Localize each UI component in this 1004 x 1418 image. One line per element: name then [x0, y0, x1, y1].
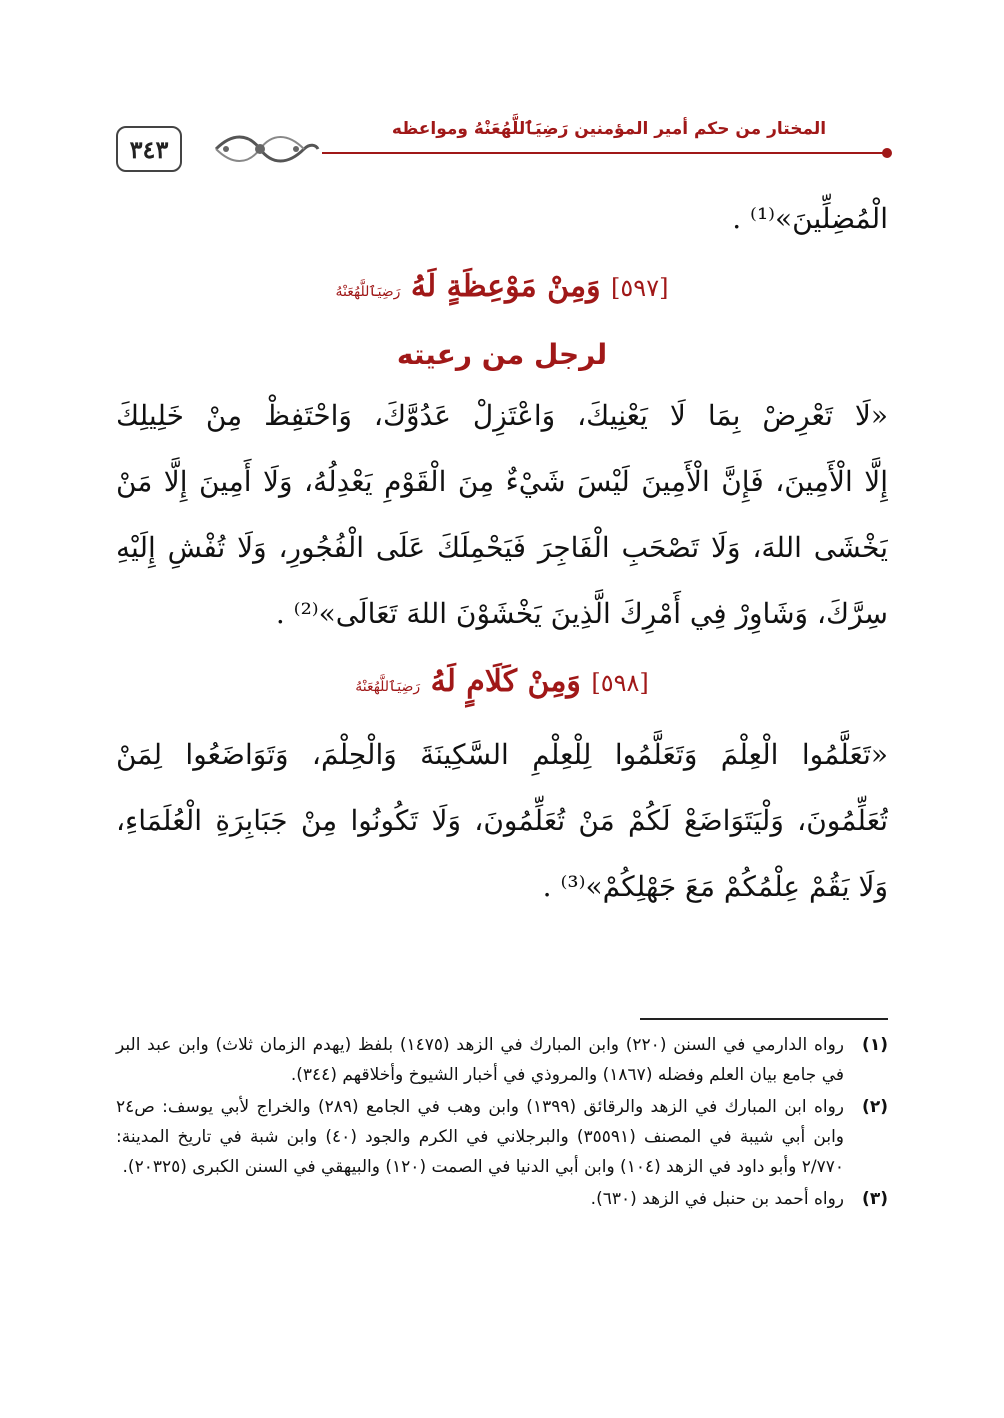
footnote-text: رواه الدارمي في السنن (٢٢٠) وابن المبارك في الزهد (١٤٧٥) بلفظ (يهدم الزمان ثلاث) وابن عبد البر في جامع بيان العلم وفضله (١٨٦٧) والمروذي في أخبار الشيوخ وأخلاقهم (٣٤٤). — [116, 1035, 845, 1085]
footnote-text: رواه أحمد بن حنبل في الزهد (٦٣٠). — [590, 1189, 844, 1209]
header-rule — [322, 152, 888, 154]
header-rule-ornament — [882, 148, 892, 158]
text-line: «لَا تَعْرِضْ بِمَا لَا يَعْنِيكَ، وَاعْتَزِلْ عَدُوَّكَ، وَاحْتَفِظْ مِنْ خَلِيلِكَ — [116, 399, 888, 432]
text-line: يَخْشَى اللهَ، وَلَا تَصْحَبِ الْفَاجِرَ فَيَحْمِلَكَ عَلَى الْفُجُورِ، وَلَا تُفْشِ إِلَيْهِ — [116, 531, 888, 564]
footnotes — [116, 1030, 888, 1216]
section-subheading: لرجل من رعيته — [396, 338, 608, 371]
footnote — [116, 1184, 888, 1214]
footnote-number: (١) — [862, 1035, 888, 1055]
text-line: سِرَّكَ، وَشَاوِرْ فِي أَمْرِكَ الَّذِينَ يَخْشَوْنَ اللهَ تَعَالَى»⁽²⁾ . — [275, 597, 888, 630]
section-number: [٥٩٧] — [611, 274, 669, 302]
text-line: إِلَّا الْأَمِينَ، فَإِنَّ الْأَمِينَ لَيْسَ شَيْءٌ مِنَ الْقَوْمِ يَعْدِلُهُ، وَلَا أَمِينَ إِلَّا مَنْ — [116, 465, 888, 498]
footnote — [116, 1092, 888, 1182]
footnote — [116, 1030, 888, 1090]
continuation-line: الْمُضِلِّينَ»⁽¹⁾ . — [732, 202, 888, 235]
page-number: ٣٤٣ — [116, 126, 182, 172]
section-number: [٥٩٨] — [591, 669, 649, 697]
section-heading-597 — [116, 252, 888, 327]
footnote-number: (٣) — [862, 1189, 888, 1209]
section-heading-598 — [116, 647, 888, 722]
header-ornament — [212, 131, 322, 167]
honorific: رَضِيَٱللَّهُعَنْهُ — [355, 679, 421, 695]
text-line: تُعَلِّمُونَ، وَلْيَتَوَاضَعْ لَكُمْ مَنْ تُعَلِّمُونَ، وَلَا تَكُونُوا مِنْ جَبَابِرَةِ الْعُلَمَاءِ، — [116, 804, 888, 837]
section-title: وَمِنْ كَلَامٍ لَهُ — [430, 664, 581, 699]
honorific: رَضِيَٱللَّهُعَنْهُ — [335, 284, 401, 300]
footnote-separator — [640, 1018, 888, 1020]
text-line: «تَعَلَّمُوا الْعِلْمَ وَتَعَلَّمُوا لِلْعِلْمِ السَّكِينَةَ وَالْحِلْمَ، وَتَوَاضَعُوا لِمَنْ — [116, 738, 888, 771]
footnote-text: رواه ابن المبارك في الزهد والرقائق (١٣٩٩) وابن وهب في الجامع (٢٨٩) والخراج لأبي يوسف: ص٢٤ وابن أبي شيبة في المصنف (٣٥٥٩١) والبرجلاني في الكرم والجود (٤٠) وابن شبة في تاريخ المدينة: ٢/٧٧٠ وأبو داود في الزهد (١٠٤) وابن أبي الدنيا في الصمت (١٢٠) والبيهقي في السنن الكبرى (٢٠٣٢٥). — [116, 1097, 845, 1177]
footnote-number: (٢) — [862, 1097, 888, 1117]
section-title: وَمِنْ مَوْعِظَةٍ لَهُ — [410, 269, 601, 304]
main-text — [116, 186, 888, 920]
header-title: المختار من حكم أمير المؤمنين رَضِيَٱللَّهُعَنْهُ ومواعظه — [391, 119, 827, 139]
text-line: وَلَا يَقُمْ عِلْمُكُمْ مَعَ جَهْلِكُمْ»⁽³⁾ . — [542, 870, 888, 903]
